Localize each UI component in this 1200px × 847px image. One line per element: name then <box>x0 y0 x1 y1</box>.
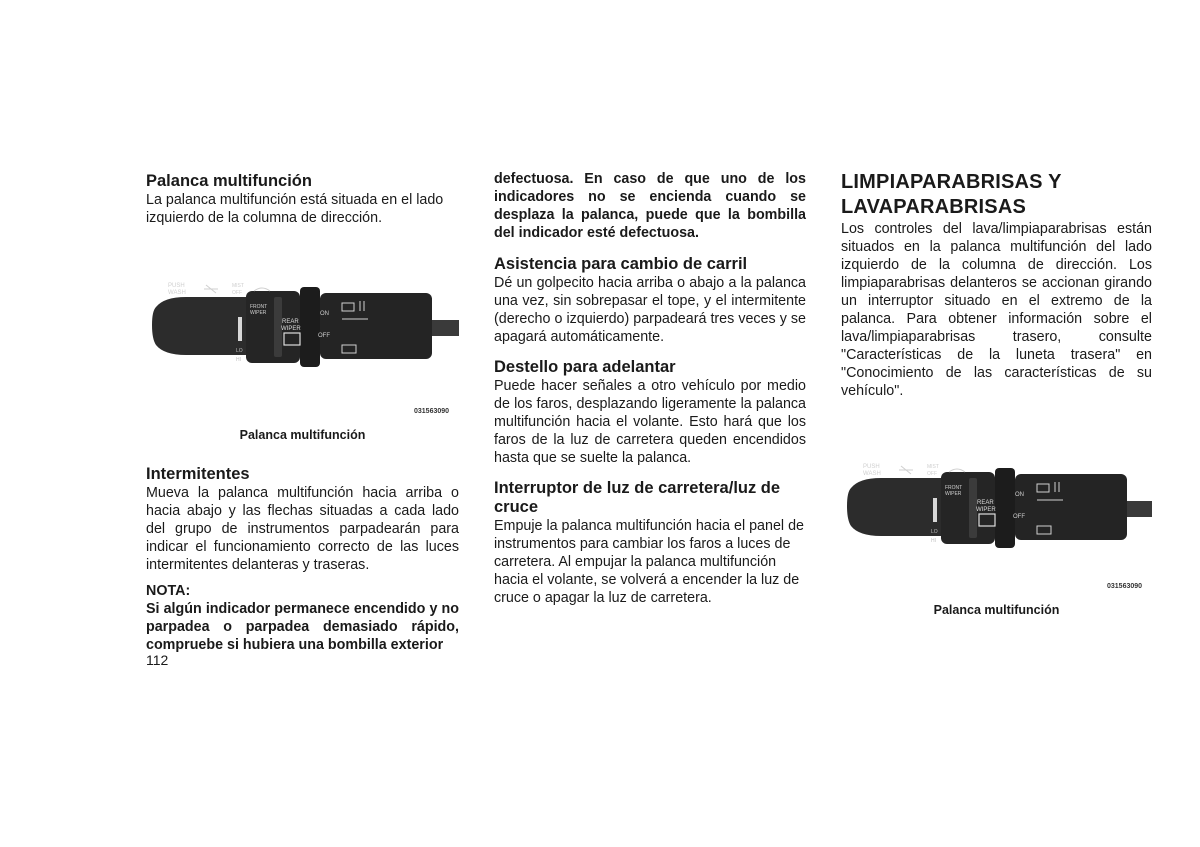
figure-caption: Palanca multifunción <box>239 428 366 442</box>
svg-text:FRONT: FRONT <box>250 304 268 310</box>
svg-text:PUSH: PUSH <box>863 464 880 470</box>
turn-signals-paragraph: Mueva la palanca multifunción hacia arriba o hacia abajo y las flechas situadas a cada lado del grupo de instrumentos parpadearán para indicar el funcionamiento correcto de las luces intermitentes delanteras y traseras. <box>146 485 459 573</box>
note-continuation: defectuosa. En caso de que uno de los indicadores no se encienda cuando se desplaza la palanca, puede que la bombilla del indicador esté defectuosa. <box>494 171 806 241</box>
section-heading-turn-signals: Intermitentes <box>146 465 250 483</box>
svg-text:MIST: MIST <box>232 283 244 289</box>
figure-code: 031563090 <box>414 408 450 415</box>
section-heading-high-low-beam-switch: Interruptor de luz de carretera/luz de cruce <box>494 479 781 516</box>
section-heading-multifunction-lever: Palanca multifunción <box>146 172 312 190</box>
svg-text:WIPER: WIPER <box>250 310 267 316</box>
multifunction-lever-paragraph: La palanca multifunción está situada en el lado izquierdo de la columna de dirección. <box>146 192 444 226</box>
high-low-beam-paragraph: Empuje la palanca multifunción hacia el panel de instrumentos para cambiar los faros a luces de carretera. Al empujar la palanca multifunción hacia el volante, se volverá a encender la luz de cruce o apagar la luz de carretera. <box>494 518 804 606</box>
figure-code-2: 031563090 <box>1107 583 1143 590</box>
multifunction-lever-figure-2 <box>841 456 1152 681</box>
section-heading-flash-to-pass: Destello para adelantar <box>494 358 676 376</box>
note-label: NOTA: <box>146 583 191 599</box>
note-text: Si algún indicador permanece encendido y no parpadea o parpadea demasiado rápido, compruebe si hubiera una bombilla exterior <box>146 601 459 653</box>
page-number: 112 <box>146 652 169 668</box>
section-title-line-2: LAVAPARABRISAS <box>841 196 1027 218</box>
section-title-line-1: LIMPIAPARABRISAS Y <box>841 171 1062 193</box>
svg-text:WASH: WASH <box>168 290 186 296</box>
section-heading-lane-change-assist: Asistencia para cambio de carril <box>494 255 748 273</box>
left-column <box>146 170 459 654</box>
svg-text:MIST: MIST <box>927 464 939 470</box>
multifunction-lever-figure <box>146 275 459 453</box>
svg-text:FRONT: FRONT <box>945 485 963 491</box>
svg-text:WIPER: WIPER <box>976 507 996 513</box>
right-column <box>841 170 1152 681</box>
svg-text:OFF: OFF <box>318 333 330 339</box>
figure-caption-2: Palanca multifunción <box>933 603 1060 617</box>
svg-text:REAR: REAR <box>282 319 299 325</box>
svg-text:ON: ON <box>1015 492 1024 498</box>
svg-text:HI: HI <box>931 538 936 544</box>
svg-text:LO: LO <box>236 348 243 354</box>
multifunction-lever-illustration-2 <box>841 456 1152 556</box>
svg-text:OFF: OFF <box>232 290 242 296</box>
svg-text:OFF: OFF <box>1013 514 1025 520</box>
svg-text:WASH: WASH <box>863 471 881 477</box>
flash-to-pass-paragraph: Puede hacer señales a otro vehículo por medio de los faros, desplazando ligeramente la palanca multifunción hacia el volante. Esto hará que los faros de la luz de carretera queden encendidos hasta que se suelte la palanca. <box>494 378 806 466</box>
svg-text:REAR: REAR <box>977 500 994 506</box>
lane-change-assist-paragraph: Dé un golpecito hacia arriba o abajo a la palanca una vez, sin sobrepasar el tope, y el intermitente (derecho o izquierdo) parpadeará tres veces y se apagará automáticamente. <box>494 275 806 345</box>
multifunction-lever-illustration <box>146 275 459 375</box>
svg-text:LO: LO <box>931 529 938 535</box>
svg-text:OFF: OFF <box>927 471 937 477</box>
svg-text:WIPER: WIPER <box>281 326 301 332</box>
svg-text:ON: ON <box>320 311 329 317</box>
svg-text:PUSH: PUSH <box>168 283 185 289</box>
svg-text:WIPER: WIPER <box>945 491 962 497</box>
middle-column <box>494 170 806 607</box>
wiper-washer-paragraph: Los controles del lava/limpiaparabrisas están situados en la palanca multifunción del lado izquierdo de la columna de dirección. Los limpiaparabrisas delanteros se accionan girando un interruptor situado en el extremo de la palanca. Para obtener información sobre el lava/limpiaparabrisas trasero, consulte "Características de la luneta trasera" en "Conocimiento de las características de su vehículo". <box>841 221 1152 399</box>
svg-text:HI: HI <box>236 357 241 363</box>
